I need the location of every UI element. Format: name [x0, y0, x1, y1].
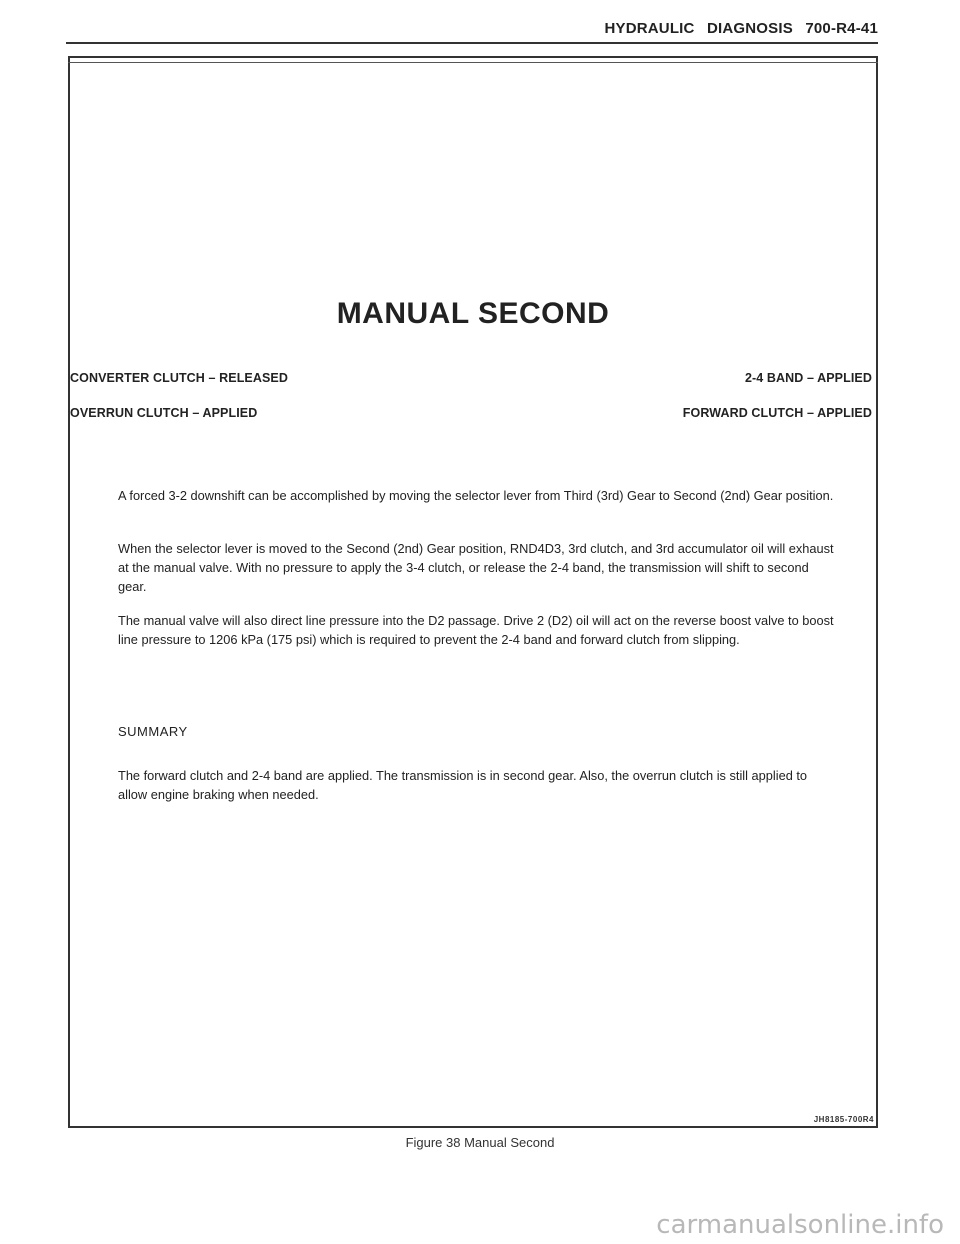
status-forward-clutch: FORWARD CLUTCH – APPLIED	[682, 406, 872, 420]
header-rule	[66, 42, 878, 44]
running-header	[604, 20, 878, 37]
watermark: carmanualsonline.info	[656, 1210, 944, 1240]
figure-code: JH8185-700R4	[813, 1115, 874, 1124]
status-2-4-band: 2-4 BAND – APPLIED	[744, 371, 872, 385]
paragraph-manual-valve: The manual valve will also direct line pressure into the D2 passage. Drive 2 (D2) oil will act on the reverse boost valve to boost line pressure to 1206 kPa (175 psi) which is required to prevent the 2-4 band and forward clutch from slipping.	[118, 613, 834, 647]
summary-text: The forward clutch and 2-4 band are applied. The transmission is in second gear. Also, the overrun clutch is still applied to allow engine braking when needed.	[118, 768, 808, 802]
status-converter-clutch: CONVERTER CLUTCH – RELEASED	[70, 371, 288, 385]
paragraph-downshift: A forced 3-2 downshift can be accomplished by moving the selector lever from Third (3rd) Gear to Second (2nd) Gear position.	[118, 488, 834, 503]
header-page-number: 700-R4-41	[805, 20, 878, 37]
paragraph-selector-lever: When the selector lever is moved to the Second (2nd) Gear position, RND4D3, 3rd clutch, and 3rd accumulator oil will exhaust at the manual valve. With no pressure to apply the 3-4 clutch, or release the 2-4 band, the transmission will shift to second gear.	[118, 541, 834, 594]
figure-caption: Figure 38 Manual Second	[405, 1135, 555, 1150]
status-overrun-clutch: OVERRUN CLUTCH – APPLIED	[70, 406, 258, 420]
summary-heading: SUMMARY	[118, 724, 188, 739]
header-section: HYDRAULIC DIAGNOSIS	[604, 20, 793, 37]
page-title: MANUAL SECOND	[336, 297, 610, 330]
frame-top-line	[68, 62, 878, 63]
